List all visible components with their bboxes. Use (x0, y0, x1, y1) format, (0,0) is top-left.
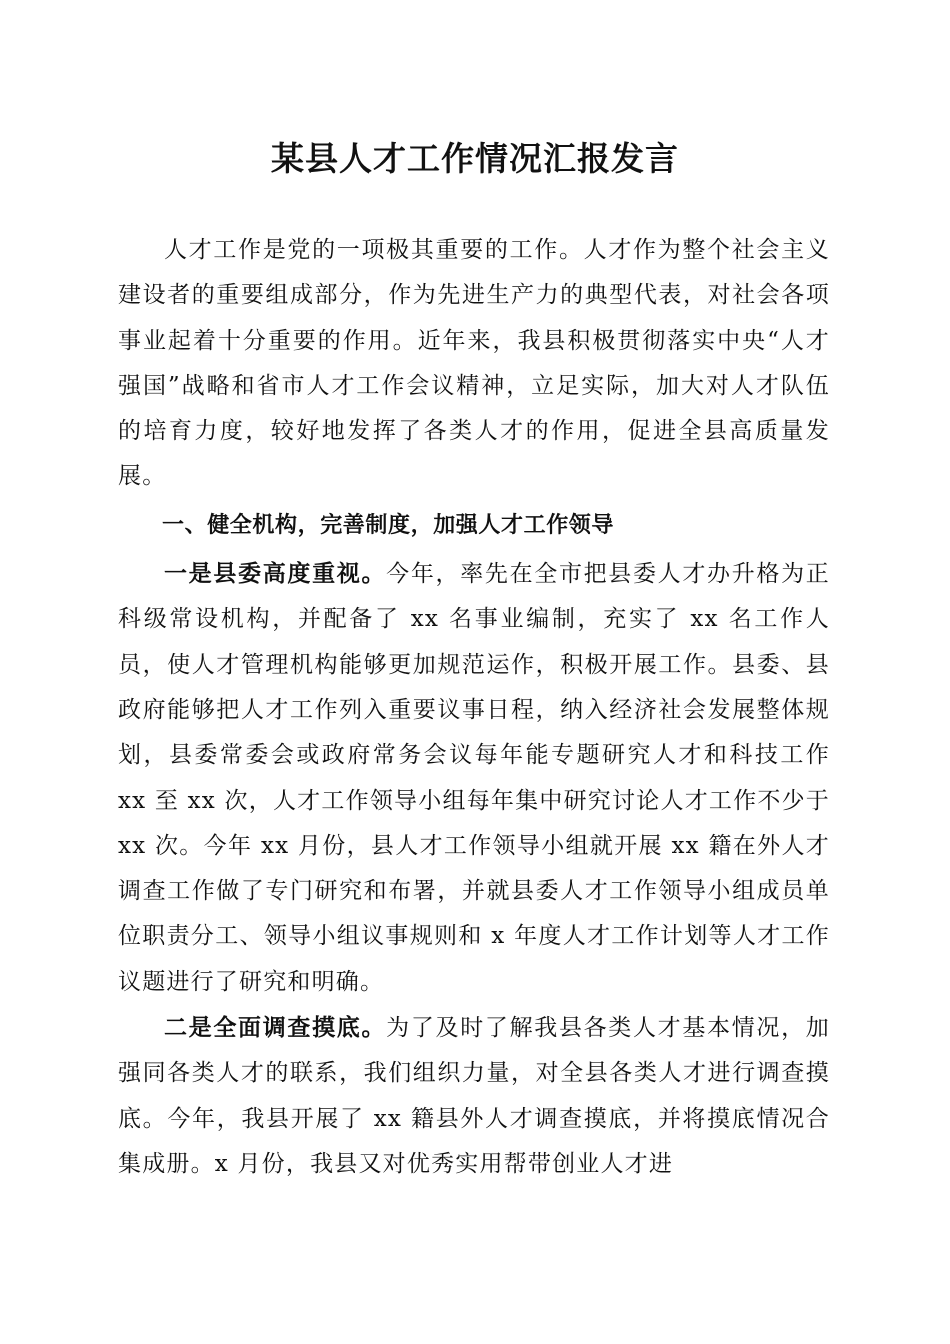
document-title: 某县人才工作情况汇报发言 (271, 139, 679, 178)
paragraph-lead: 一是县委高度重视。 (164, 560, 387, 588)
body-paragraph (118, 551, 830, 1005)
paragraph-text: 今年，率先在全市把县委人才办升格为正科级常设机构，并配备了 xx 名事业编制，充实了 xx 名工作人员，使人才管理机构能够更加规范运作，积极开展工作。县委、县政府能够把人才工作列入重要议事日程，纳入经济社会发展整体规划，县委常委会或政府常务会议每年能专题研究人才和科技工作 xx 至 xx 次，人才工作领导小组每年集中研究讨论人才工作不少于 xx 次。今年 xx 月份，县人才工作领导小组就开展 xx 籍在外人才调查工作做了专门研究和布署，并就县委人才工作领导小组成员单位职责分工、领导小组议事规则和 x 年度人才工作计划等人才工作议题进行了研究和明确。 (118, 561, 830, 995)
body-paragraph (118, 1005, 830, 1187)
paragraph-text: 为了及时了解我县各类人才基本情况，加强同各类人才的联系，我们组织力量，对全县各类人才进行调查摸底。今年，我县开展了 xx 籍县外人才调查摸底，并将摸底情况合集成册。x 月份，我县又对优秀实用帮带创业人才进 (118, 1015, 830, 1177)
intro-paragraph: 人才工作是党的一项极其重要的工作。人才作为整个社会主义建设者的重要组成部分，作为先进生产力的典型代表，对社会各项事业起着十分重要的作用。近年来，我县积极贯彻落实中央“人才强国”战略和省市人才工作会议精神，立足实际，加大对人才队伍的培育力度，较好地发挥了各类人才的作用，促进全县高质量发展。 (118, 237, 830, 490)
paragraph-lead: 二是全面调查摸底。 (164, 1014, 387, 1042)
section-heading: 一、健全机构，完善制度，加强人才工作领导 (162, 512, 615, 538)
document-body (118, 228, 830, 1187)
